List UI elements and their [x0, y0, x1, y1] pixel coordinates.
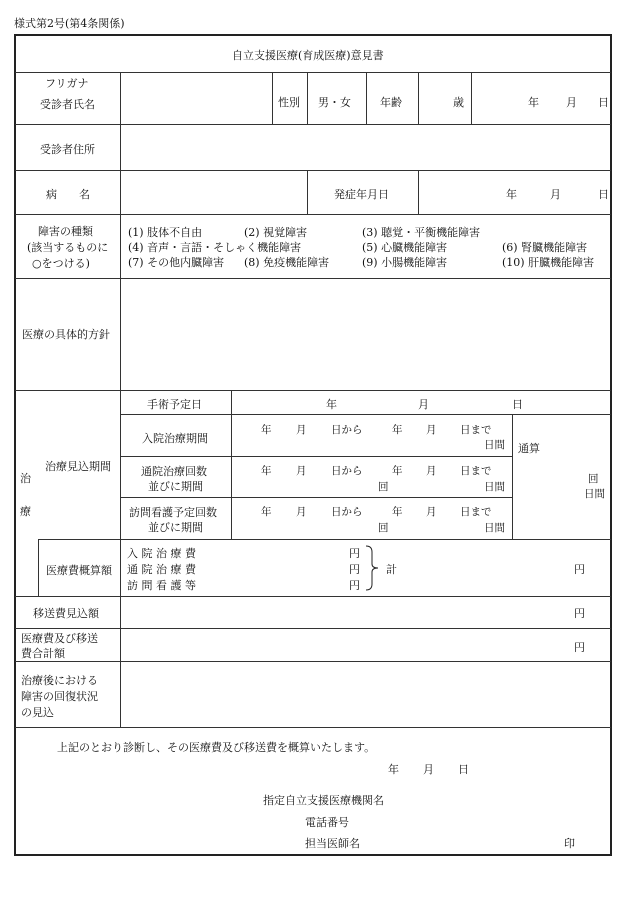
grid-line	[120, 414, 611, 415]
grid-line	[418, 72, 419, 124]
visiting-end-year-label: 年	[392, 506, 403, 518]
outpatient-end-year-label: 年	[392, 465, 403, 477]
sex-label: 性別	[278, 96, 300, 109]
recovery-label: 障害の回復状況	[21, 690, 98, 703]
cost-total-yen: 円	[574, 563, 585, 576]
cost-item-label: 通 院 治 療 費	[127, 563, 196, 576]
seal-mark: 印	[564, 837, 575, 850]
total-cost-label: 医療費及び移送	[21, 632, 98, 645]
disability-label: 障害の種類	[38, 225, 93, 238]
cost-yen: 円	[349, 547, 360, 560]
doctor-label: 担当医師名	[305, 837, 360, 850]
visiting-until: 日まで	[460, 506, 492, 518]
grid-line	[471, 72, 472, 124]
cost-yen: 円	[349, 579, 360, 592]
grid-line	[231, 390, 232, 539]
date-year-label: 年	[388, 763, 399, 776]
grid-line	[120, 456, 512, 457]
cost-estimate-label: 医療費概算額	[46, 564, 112, 577]
cost-yen: 円	[349, 563, 360, 576]
disability-option[interactable]: (6) 腎臓機能障害	[502, 241, 588, 254]
visiting-from: 日から	[331, 506, 363, 518]
inpatient-year-label: 年	[261, 424, 272, 436]
inpatient-from: 日から	[331, 424, 363, 436]
inpatient-month-label: 月	[296, 424, 307, 436]
disability-label: ○をつける)	[32, 257, 90, 270]
visiting-month-label: 月	[296, 506, 307, 518]
outpatient-year-label: 年	[261, 465, 272, 477]
birth-month-label: 月	[566, 96, 577, 109]
date-day-label: 日	[458, 763, 469, 776]
total-cost-yen: 円	[574, 641, 585, 654]
disability-option[interactable]: (8) 免疫機能障害	[244, 256, 330, 269]
furigana-label: フリガナ	[45, 77, 89, 90]
transport-yen: 円	[574, 607, 585, 620]
grid-line	[15, 278, 611, 279]
sex-options[interactable]: 男・女	[318, 96, 351, 109]
grid-line	[15, 727, 611, 728]
inpatient-end-year-label: 年	[392, 424, 403, 436]
age-label: 年齢	[380, 96, 402, 109]
recovery-label: 治療後における	[21, 674, 98, 687]
grid-line	[15, 72, 611, 73]
grid-line	[120, 72, 121, 727]
treatment-side-char: 療	[20, 505, 31, 518]
total-times: 回	[588, 473, 599, 485]
grid-line	[272, 72, 273, 124]
disability-option[interactable]: (10) 肝臓機能障害	[502, 256, 595, 269]
outpatient-until: 日まで	[460, 465, 492, 477]
recovery-label: の見込	[21, 706, 54, 719]
grid-line	[307, 170, 308, 214]
patient-name-label: 受診者氏名	[40, 98, 95, 111]
grid-line	[15, 214, 611, 215]
onset-month-label: 月	[550, 188, 561, 201]
treatment-period-label: 治療見込期間	[45, 460, 111, 473]
cost-item-label: 入 院 治 療 費	[127, 547, 196, 560]
form-number: 様式第2号(第4条関係)	[14, 17, 125, 30]
surgery-date-label: 手術予定日	[147, 398, 202, 411]
institution-label: 指定自立支援医療機関名	[263, 794, 384, 807]
age-unit: 歳	[453, 96, 464, 109]
disease-label: 病 名	[46, 188, 90, 201]
outpatient-end-month-label: 月	[426, 465, 437, 477]
surgery-year-label: 年	[326, 398, 337, 411]
grid-line	[366, 72, 367, 124]
inpatient-days: 日間	[484, 439, 505, 451]
onset-day-label: 日	[598, 188, 609, 201]
statement-text: 上記のとおり診断し、その医療費及び移送費を概算いたします。	[57, 741, 376, 754]
date-month-label: 月	[423, 763, 434, 776]
total-cost-label: 費合計額	[21, 647, 65, 660]
disability-option[interactable]: (1) 肢体不自由	[128, 226, 203, 239]
onset-year-label: 年	[506, 188, 517, 201]
grid-line	[15, 628, 611, 629]
form-title: 自立支援医療(育成医療)意見書	[232, 49, 384, 62]
disability-option[interactable]: (9) 小腸機能障害	[362, 256, 448, 269]
address-label: 受診者住所	[40, 143, 95, 156]
grid-line	[38, 539, 611, 540]
grid-line	[15, 170, 611, 171]
birth-year-label: 年	[528, 96, 539, 109]
inpatient-label: 入院治療期間	[142, 432, 208, 445]
grid-line	[418, 170, 419, 214]
grid-line	[120, 497, 512, 498]
grid-line	[307, 72, 308, 124]
visiting-label: 訪問看護予定回数	[129, 506, 217, 519]
transport-label: 移送費見込額	[33, 607, 99, 620]
visiting-end-month-label: 月	[426, 506, 437, 518]
disability-option[interactable]: (4) 音声・言語・そしゃく機能障害	[128, 241, 302, 254]
visiting-days: 日間	[484, 522, 505, 534]
inpatient-end-month-label: 月	[426, 424, 437, 436]
grid-line	[512, 414, 513, 539]
disability-option[interactable]: (3) 聴覚・平衡機能障害	[362, 226, 481, 239]
phone-label: 電話番号	[305, 816, 349, 829]
visiting-year-label: 年	[261, 506, 272, 518]
surgery-day-label: 日	[512, 398, 523, 411]
outpatient-label: 通院治療回数	[141, 465, 207, 478]
total-period-label: 通算	[518, 442, 540, 455]
disability-label: (該当するものに	[27, 241, 109, 254]
visiting-times: 回	[378, 522, 389, 534]
outpatient-month-label: 月	[296, 465, 307, 477]
outpatient-from: 日から	[331, 465, 363, 477]
disability-option[interactable]: (2) 視覚障害	[244, 226, 308, 239]
grid-line	[15, 390, 611, 391]
grid-line	[15, 596, 611, 597]
cost-item-label: 訪 問 看 護 等	[127, 579, 196, 592]
total-days: 日間	[584, 488, 605, 500]
cost-sum-label: 計	[386, 563, 397, 576]
visiting-label: 並びに期間	[148, 521, 203, 534]
policy-label: 医療の具体的方針	[22, 328, 110, 341]
inpatient-until: 日まで	[460, 424, 492, 436]
surgery-month-label: 月	[418, 398, 429, 411]
brace-icon	[364, 544, 380, 592]
outpatient-label: 並びに期間	[148, 480, 203, 493]
birth-day-label: 日	[598, 96, 609, 109]
outpatient-days: 日間	[484, 481, 505, 493]
treatment-side-char: 治	[20, 472, 31, 485]
disability-option[interactable]: (5) 心臓機能障害	[362, 241, 448, 254]
grid-line	[38, 539, 39, 596]
grid-line	[15, 124, 611, 125]
grid-line	[15, 661, 611, 662]
outpatient-times: 回	[378, 481, 389, 493]
disability-option[interactable]: (7) その他内臓障害	[128, 256, 225, 269]
onset-label: 発症年月日	[334, 188, 389, 201]
